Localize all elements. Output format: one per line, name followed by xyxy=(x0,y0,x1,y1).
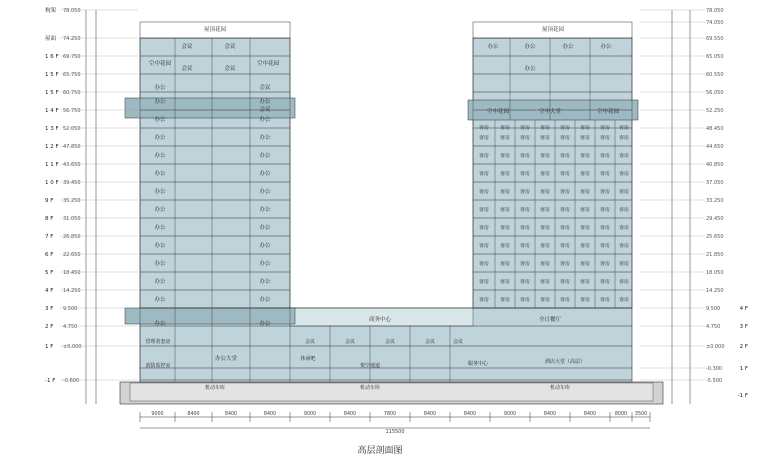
room-label-guest-room: 客房 xyxy=(540,226,550,231)
room-label-roof-garden: 屋顶花园 xyxy=(203,27,227,33)
room-label-guest-room: 客房 xyxy=(520,172,530,177)
room-label-guest-room: 客房 xyxy=(619,172,629,177)
room-label-meeting: 会议 xyxy=(384,339,396,345)
room-label-guest-room: 客房 xyxy=(540,280,550,285)
room-label-office: 办公 xyxy=(154,279,166,285)
elevation-left: 47.850 xyxy=(63,144,81,150)
room-label-meeting: 会议 xyxy=(304,339,316,345)
level-label-left: 6 F xyxy=(45,252,54,258)
level-label-left: 4 F xyxy=(45,288,54,294)
room-label-guest-room: 客房 xyxy=(479,262,489,267)
room-label-guest-room: 客房 xyxy=(560,172,570,177)
elevation-right: 78.050 xyxy=(706,8,724,14)
room-label-service-center: 服务中心 xyxy=(467,361,489,367)
room-label-parking: 机动车库 xyxy=(359,385,381,391)
room-label-guest-room: 客房 xyxy=(540,208,550,213)
room-label-fire-control: 消防监控室 xyxy=(145,363,171,369)
elevation-right: 14.250 xyxy=(706,288,724,294)
room-label-guest-room: 客房 xyxy=(560,262,570,267)
elevation-left: 65.750 xyxy=(63,72,81,78)
drawing-caption: 高层剖面图 xyxy=(357,446,403,456)
bottom-dim-value: 9000 xyxy=(151,412,164,417)
room-label-office: 办公 xyxy=(154,135,166,141)
level-label-left: 5 F xyxy=(45,270,54,276)
room-label-guest-room: 客房 xyxy=(600,208,610,213)
elevation-right: ±0.000 xyxy=(706,344,725,350)
room-label-meeting: 会议 xyxy=(181,66,193,72)
room-label-guest-room: 客房 xyxy=(540,136,550,141)
level-label-left: 3 F xyxy=(45,306,54,312)
room-label-guest-room: 客房 xyxy=(580,244,590,249)
room-label-guest-room: 客房 xyxy=(560,126,570,131)
elevation-right: 74.050 xyxy=(706,20,724,26)
room-label-guest-room: 客房 xyxy=(600,172,610,177)
elevation-right: 25.650 xyxy=(706,234,724,240)
room-label-guest-room: 客房 xyxy=(500,226,510,231)
level-label-left: 8 F xyxy=(45,216,54,222)
level-label-right: 3 F xyxy=(739,324,748,330)
room-label-business-center: 商务中心 xyxy=(368,317,392,323)
elevation-left: 4.750 xyxy=(63,324,78,330)
room-label-office: 办公 xyxy=(154,85,166,91)
elevation-right: -5.500 xyxy=(706,378,723,384)
room-label-guest-room: 客房 xyxy=(479,190,489,195)
room-label-guest-room: 客房 xyxy=(540,154,550,159)
room-label-leisure-bar: 休闲吧 xyxy=(300,356,316,362)
room-label-guest-room: 客房 xyxy=(479,298,489,303)
room-label-meeting: 会议 xyxy=(424,339,436,345)
room-label-office: 办公 xyxy=(154,207,166,213)
room-label-guest-room: 客房 xyxy=(540,262,550,267)
room-label-office: 办公 xyxy=(259,153,271,159)
room-label-guest-room: 客房 xyxy=(619,262,629,267)
room-label-meeting: 会议 xyxy=(259,85,271,91)
room-label-office: 办公 xyxy=(259,207,271,213)
bottom-dim-value: 8400 xyxy=(543,412,557,417)
bottom-dim-value: 9000 xyxy=(303,412,317,417)
room-label-sky-garden: 空中花园 xyxy=(486,109,510,115)
room-label-meeting: 会议 xyxy=(224,44,236,50)
room-label-parking: 机动车库 xyxy=(204,385,226,391)
level-label-left: 屋面 xyxy=(45,36,57,42)
room-label-guest-room: 客房 xyxy=(540,172,550,177)
elevation-left: 52.050 xyxy=(63,126,81,132)
bottom-dim-value: 8400 xyxy=(423,412,437,417)
room-label-office: 办公 xyxy=(259,243,271,249)
elevation-left: 60.750 xyxy=(63,90,81,96)
room-label-guest-room: 客房 xyxy=(479,126,489,131)
room-label-office: 办公 xyxy=(259,189,271,195)
room-label-office: 办公 xyxy=(154,171,166,177)
room-label-hotel-lobby: 酒店大堂（高层） xyxy=(544,359,586,365)
room-label-guest-room: 客房 xyxy=(619,126,629,131)
level-label-left: 构架 xyxy=(45,8,57,14)
room-label-guest-room: 客房 xyxy=(580,190,590,195)
elevation-right: 44.650 xyxy=(706,144,724,150)
room-label-guest-room: 客房 xyxy=(560,154,570,159)
room-label-office: 办公 xyxy=(487,44,499,50)
room-label-guest-room: 客房 xyxy=(520,126,530,131)
elevation-right: 18.050 xyxy=(706,270,724,276)
room-label-guest-room: 客房 xyxy=(520,298,530,303)
room-label-guest-room: 客房 xyxy=(540,244,550,249)
elevation-left: -0.600 xyxy=(63,378,80,384)
level-label-left: 1 5 F xyxy=(45,72,59,78)
room-label-meeting: 会议 xyxy=(259,107,271,113)
room-label-sky-lobby: 空中大堂 xyxy=(538,109,562,115)
room-label-guest-room: 客房 xyxy=(600,126,610,131)
room-label-guest-room: 客房 xyxy=(619,154,629,159)
room-label-guest-room: 客房 xyxy=(600,244,610,249)
bottom-dim-value: 8400 xyxy=(224,412,238,417)
elevation-left: 26.850 xyxy=(63,234,81,240)
level-label-left: 1 6 F xyxy=(45,54,59,60)
room-label-guest-room: 客房 xyxy=(520,262,530,267)
elevation-right: 29.450 xyxy=(706,216,724,222)
elevation-right: 69.550 xyxy=(706,36,724,42)
level-label-right: -1 F xyxy=(737,393,748,399)
room-label-guest-room: 客房 xyxy=(580,298,590,303)
room-label-office: 办公 xyxy=(259,117,271,123)
elevation-left: 56.750 xyxy=(63,108,81,114)
room-label-guest-room: 客房 xyxy=(500,298,510,303)
room-label-guest-room: 客房 xyxy=(580,136,590,141)
level-label-left: 1 5 F xyxy=(45,90,59,96)
room-label-guest-room: 客房 xyxy=(600,136,610,141)
room-label-atrium: 架空通道 xyxy=(359,363,381,369)
elevation-right: -0.300 xyxy=(706,366,723,372)
room-label-guest-room: 客房 xyxy=(520,154,530,159)
bottom-dim-value: 8400 xyxy=(583,412,597,417)
room-label-all-day-dining: 全日餐厅 xyxy=(538,317,562,323)
room-label-guest-room: 客房 xyxy=(560,208,570,213)
elevation-left: 39.450 xyxy=(63,180,81,186)
level-label-left: 1 3 F xyxy=(45,126,59,132)
room-label-guest-room: 客房 xyxy=(479,226,489,231)
elevation-left: 78.050 xyxy=(63,8,81,14)
room-label-office: 办公 xyxy=(259,225,271,231)
bottom-dim-value: 8400 xyxy=(187,412,200,417)
room-label-guest-room: 客房 xyxy=(479,280,489,285)
elevation-left: 14.250 xyxy=(63,288,81,294)
elevation-right: 60.550 xyxy=(706,72,724,78)
room-label-guest-room: 客房 xyxy=(479,136,489,141)
room-label-guest-room: 客房 xyxy=(619,280,629,285)
room-label-office: 办公 xyxy=(259,135,271,141)
room-label-guest-room: 客房 xyxy=(560,190,570,195)
room-label-sky-garden: 空中花园 xyxy=(596,109,620,115)
room-label-office: 办公 xyxy=(259,321,271,327)
room-label-meeting: 会议 xyxy=(224,66,236,72)
room-label-guest-room: 客房 xyxy=(580,154,590,159)
room-label-guest-room: 客房 xyxy=(500,244,510,249)
room-label-office: 办公 xyxy=(154,225,166,231)
room-label-office: 办公 xyxy=(154,261,166,267)
room-label-guest-room: 客房 xyxy=(500,262,510,267)
elevation-right: 4.750 xyxy=(706,324,721,330)
bottom-dim-value: 3500 xyxy=(634,412,648,417)
room-label-guest-room: 客房 xyxy=(619,136,629,141)
elevation-right: 65.050 xyxy=(706,54,724,60)
room-label-guest-room: 客房 xyxy=(580,226,590,231)
level-label-left: 1 0 F xyxy=(45,180,59,186)
elevation-right: 37.050 xyxy=(706,180,724,186)
elevation-left: 43.650 xyxy=(63,162,81,168)
room-label-guest-room: 客房 xyxy=(580,262,590,267)
level-label-left: 9 F xyxy=(45,198,54,204)
bottom-dim-value: 8400 xyxy=(263,412,277,417)
room-label-office-lobby: 办公大堂 xyxy=(214,356,238,362)
level-label-left: 1 2 F xyxy=(45,144,59,150)
room-label-guest-room: 客房 xyxy=(500,172,510,177)
elevation-left: 31.050 xyxy=(63,216,81,222)
elevation-right: 33.250 xyxy=(706,198,724,204)
elevation-right: 21.850 xyxy=(706,252,724,258)
room-label-guest-room: 客房 xyxy=(619,298,629,303)
room-label-office: 办公 xyxy=(259,99,271,105)
level-label-left: -1 F xyxy=(45,378,56,384)
room-label-guest-room: 客房 xyxy=(560,244,570,249)
room-label-office: 办公 xyxy=(154,297,166,303)
room-label-guest-room: 客房 xyxy=(560,136,570,141)
room-label-office: 办公 xyxy=(154,153,166,159)
room-label-guest-room: 客房 xyxy=(500,126,510,131)
elevation-left: 74.250 xyxy=(63,36,81,42)
room-label-guest-room: 客房 xyxy=(600,190,610,195)
elevation-right: 48.450 xyxy=(706,126,724,132)
bottom-dim-total: 115500 xyxy=(385,429,405,435)
room-label-guest-room: 客房 xyxy=(479,154,489,159)
room-label-guest-room: 客房 xyxy=(600,226,610,231)
room-label-office: 办公 xyxy=(562,44,574,50)
room-label-office: 办公 xyxy=(259,279,271,285)
room-label-guest-room: 客房 xyxy=(600,298,610,303)
elevation-left: 35.250 xyxy=(63,198,81,204)
room-label-guest-room: 客房 xyxy=(520,226,530,231)
room-label-guest-room: 客房 xyxy=(619,190,629,195)
room-label-meeting: 会议 xyxy=(181,44,193,50)
room-label-guest-room: 客房 xyxy=(619,208,629,213)
room-label-guest-room: 客房 xyxy=(600,280,610,285)
room-label-meeting: 会议 xyxy=(452,339,464,345)
room-label-guest-room: 客房 xyxy=(520,244,530,249)
room-label-guest-room: 客房 xyxy=(600,154,610,159)
elevation-right: 56.050 xyxy=(706,90,724,96)
elevation-right: 40.850 xyxy=(706,162,724,168)
room-label-guest-room: 客房 xyxy=(619,226,629,231)
elevation-left: 18.450 xyxy=(63,270,81,276)
bottom-dim-value: 8000 xyxy=(614,412,628,417)
room-label-guest-room: 客房 xyxy=(560,298,570,303)
level-label-left: 7 F xyxy=(45,234,54,240)
elevation-left: 69.750 xyxy=(63,54,81,60)
level-label-left: 1 1 F xyxy=(45,162,59,168)
room-label-guest-room: 客房 xyxy=(580,126,590,131)
room-label-office: 办公 xyxy=(600,44,612,50)
room-label-parking: 机动车库 xyxy=(549,385,571,391)
level-label-right: 1 F xyxy=(739,366,748,372)
room-label-office: 办公 xyxy=(154,99,166,105)
room-label-guest-room: 客房 xyxy=(540,298,550,303)
elevation-left: 22.650 xyxy=(63,252,81,258)
room-label-guest-room: 客房 xyxy=(580,280,590,285)
room-label-guest-room: 客房 xyxy=(560,226,570,231)
room-label-guest-room: 客房 xyxy=(520,280,530,285)
room-label-guest-room: 客房 xyxy=(540,190,550,195)
room-label-office: 办公 xyxy=(259,171,271,177)
room-label-office: 办公 xyxy=(259,297,271,303)
room-label-guest-room: 客房 xyxy=(520,136,530,141)
room-label-guest-room: 客房 xyxy=(520,190,530,195)
room-label-guest-room: 客房 xyxy=(560,280,570,285)
bottom-dim-value: 8400 xyxy=(343,412,357,417)
level-label-left: 1 F xyxy=(45,344,54,350)
level-label-left: 1 4 F xyxy=(45,108,59,114)
room-label-management-office: 管理者套房 xyxy=(145,339,171,345)
room-label-office: 办公 xyxy=(259,261,271,267)
room-label-guest-room: 客房 xyxy=(500,154,510,159)
level-label-right: 2 F xyxy=(739,344,748,350)
room-label-office: 办公 xyxy=(154,117,166,123)
room-label-guest-room: 客房 xyxy=(540,126,550,131)
level-label-left: 2 F xyxy=(45,324,54,330)
bottom-dim-value: 9000 xyxy=(503,412,517,417)
elevation-right: 52.250 xyxy=(706,108,724,114)
room-label-guest-room: 客房 xyxy=(479,244,489,249)
room-label-guest-room: 客房 xyxy=(479,172,489,177)
room-label-guest-room: 客房 xyxy=(500,136,510,141)
room-label-guest-room: 客房 xyxy=(479,208,489,213)
room-label-sky-garden: 空中花园 xyxy=(148,61,172,67)
room-label-office: 办公 xyxy=(524,44,536,50)
room-label-guest-room: 客房 xyxy=(600,262,610,267)
room-label-guest-room: 客房 xyxy=(619,244,629,249)
room-label-office: 办公 xyxy=(154,321,166,327)
room-label-guest-room: 客房 xyxy=(580,172,590,177)
room-label-guest-room: 客房 xyxy=(500,190,510,195)
bottom-dim-value: 8400 xyxy=(463,412,477,417)
room-label-office: 办公 xyxy=(154,243,166,249)
elevation-left: ±0.000 xyxy=(63,344,82,350)
room-label-guest-room: 客房 xyxy=(580,208,590,213)
room-label-office: 办公 xyxy=(524,66,536,72)
room-label-guest-room: 客房 xyxy=(500,280,510,285)
room-label-guest-room: 客房 xyxy=(500,208,510,213)
level-label-right: 4 F xyxy=(739,306,748,312)
room-label-office: 办公 xyxy=(154,189,166,195)
elevation-right: 9.500 xyxy=(706,306,721,312)
room-label-guest-room: 客房 xyxy=(520,208,530,213)
room-label-roof-garden: 屋顶花园 xyxy=(541,27,565,33)
bottom-dim-value: 7800 xyxy=(383,412,397,417)
elevation-left: 9.500 xyxy=(63,306,78,312)
room-label-meeting: 会议 xyxy=(344,339,356,345)
room-label-sky-garden: 空中花园 xyxy=(256,61,280,67)
